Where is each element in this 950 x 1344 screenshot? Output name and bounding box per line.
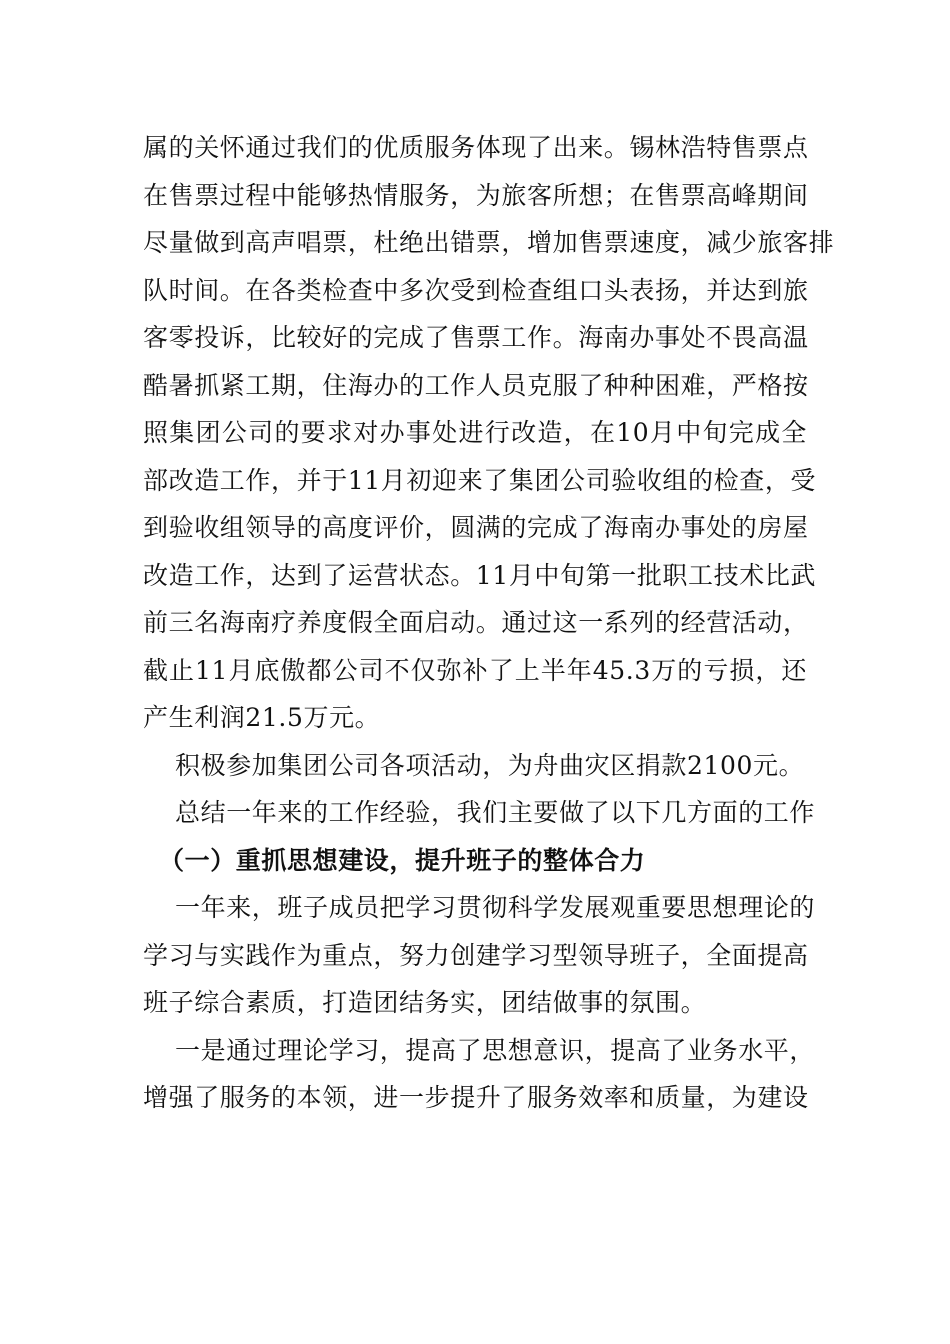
paragraph-line: 在售票过程中能够热情服务，为旅客所想；在售票高峰期间 [143,180,809,210]
paragraph-line: 班子综合素质，打造团结务实，团结做事的氛围。 [143,988,707,1017]
document-body [143,124,835,1122]
paragraph-line: 一年来，班子成员把学习贯彻科学发展观重要思想理论的 [175,893,816,922]
section-heading: （一）重抓思想建设，提升班子的整体合力 [159,845,646,875]
donation-paragraph: 积极参加集团公司各项活动，为舟曲灾区捐款2100元。 [175,750,805,780]
paragraph-line: 截止11月底傲都公司不仅弥补了上半年45.3万的亏损，还 [143,655,807,685]
paragraph-line: 酷暑抓紧工期，住海办的工作人员克服了种种困难，严格按 [143,370,809,400]
paragraph-line: 一是通过理论学习，提高了思想意识，提高了业务水平， [175,1035,816,1065]
summary-paragraph: 总结一年来的工作经验，我们主要做了以下几方面的工作 [175,798,816,827]
paragraph-line: 前三名海南疗养度假全面启动。通过这一系列的经营活动， [143,608,809,637]
paragraph-line: 队时间。在各类检查中多次受到检查组口头表扬，并达到旅 [143,275,809,305]
paragraph-line: 属的关怀通过我们的优质服务体现了出来。锡林浩特售票点 [143,133,809,162]
paragraph-line: 到验收组领导的高度评价，圆满的完成了海南办事处的房屋 [143,513,809,542]
paragraph-line: 部改造工作，并于11月初迎来了集团公司验收组的检查，受 [143,465,817,495]
paragraph-line: 学习与实践作为重点，努力创建学习型领导班子，全面提高 [143,940,809,970]
paragraph-line: 尽量做到高声唱票，杜绝出错票，增加售票速度，减少旅客排 [143,228,835,257]
paragraph-line: 增强了服务的本领，进一步提升了服务效率和质量，为建设 [143,1083,809,1112]
paragraph-line: 改造工作，达到了运营状态。11月中旬第一批职工技术比武 [143,560,817,590]
paragraph-line: 产生利润21.5万元。 [143,703,381,732]
paragraph-line: 客零投诉，比较好的完成了售票工作。海南办事处不畏高温 [143,323,809,352]
paragraph-line: 照集团公司的要求对办事处进行改造，在10月中旬完成全 [143,418,807,447]
